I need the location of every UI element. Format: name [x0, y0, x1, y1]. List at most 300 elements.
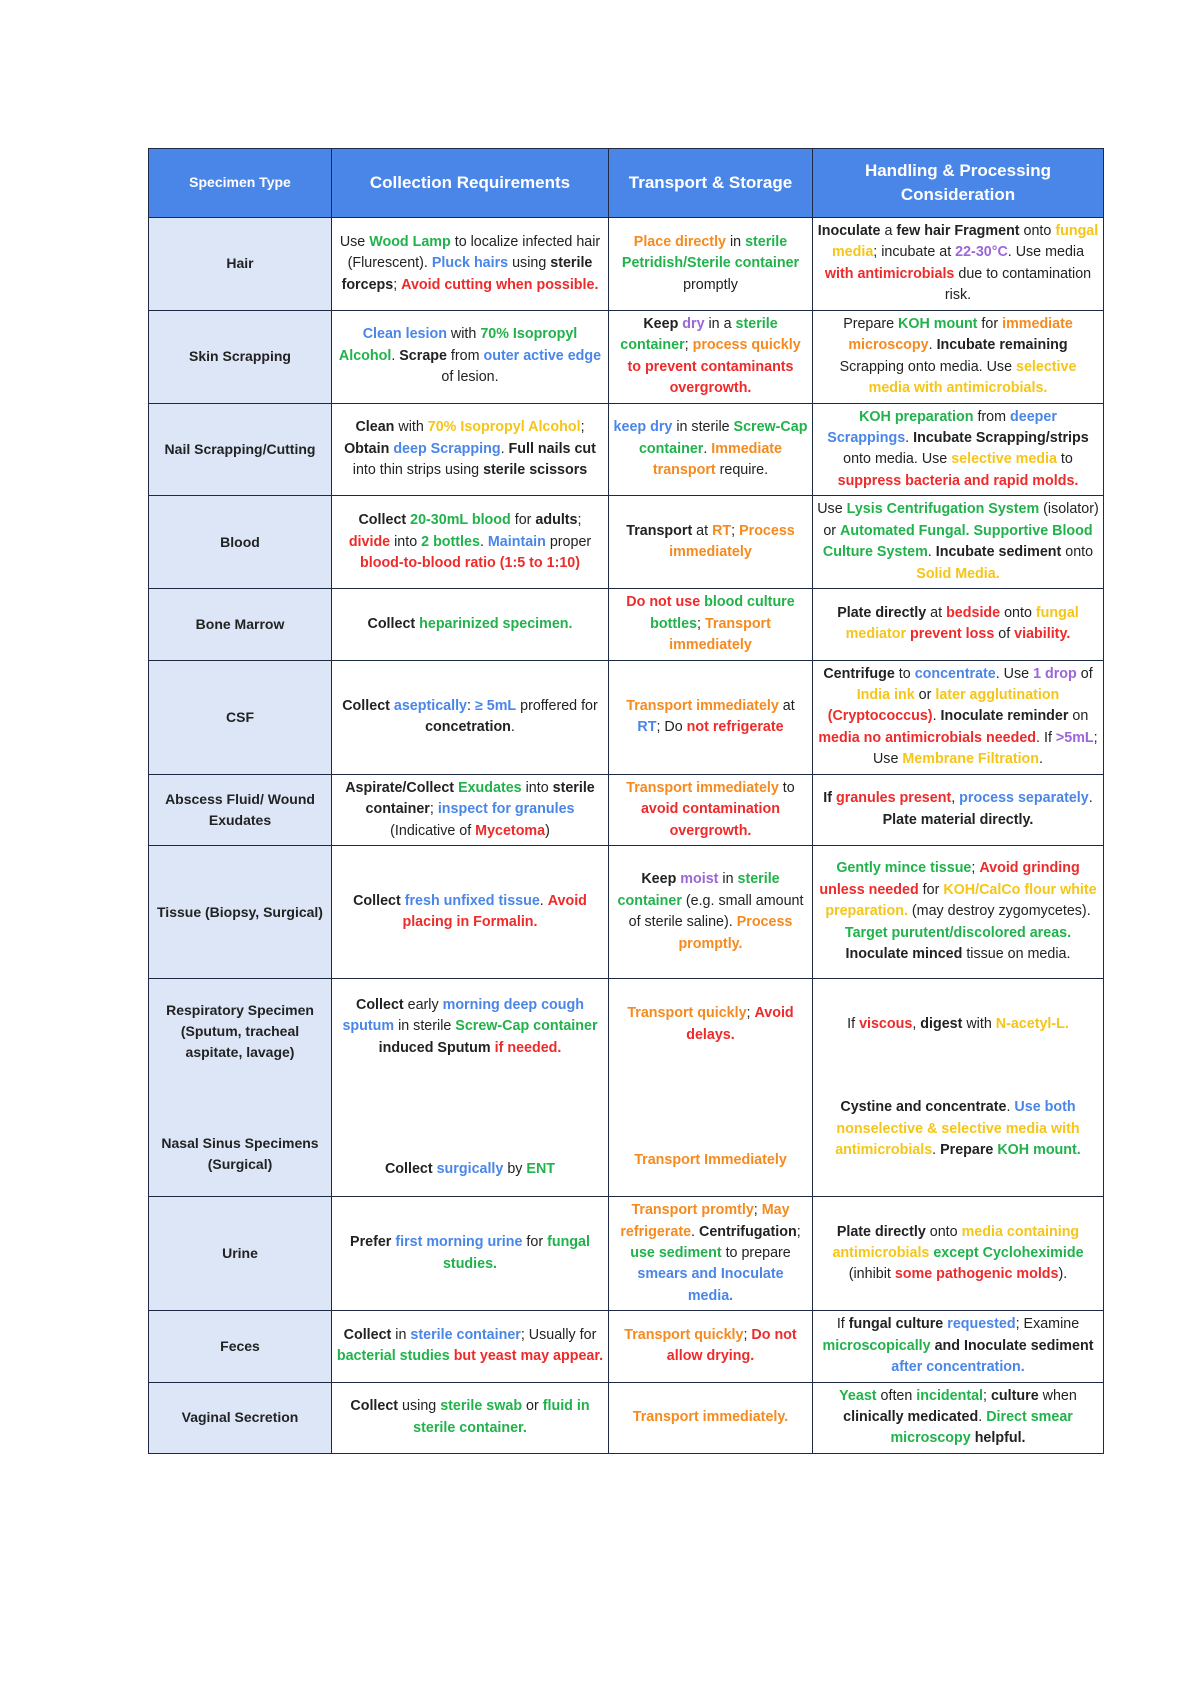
cell-text: [336, 1325, 604, 1368]
text-run: at: [692, 522, 713, 539]
cell-text: [613, 696, 808, 739]
table-row: [149, 774, 1104, 845]
text-run: ; Usually for: [520, 1326, 597, 1343]
collection-cell: [332, 1197, 609, 1311]
text-run: microscopically: [822, 1337, 931, 1354]
cell-spacer: [336, 1059, 604, 1159]
text-run: Scrapping onto media. Use: [839, 358, 1016, 375]
specimen-type-label: Urine: [222, 1245, 258, 1262]
text-run: due to contamination risk.: [944, 265, 1092, 304]
text-run: Incubate Scrapping/strips: [913, 429, 1089, 446]
cell-text: [336, 324, 604, 388]
collection-cell: [332, 496, 609, 589]
cell-text: [336, 1232, 604, 1275]
text-run: fungal culture: [848, 1316, 944, 1333]
collection-cell: [332, 589, 609, 660]
cell-text: [817, 499, 1099, 585]
text-run: .: [1039, 751, 1044, 768]
text-run: .: [932, 1142, 941, 1158]
text-run: fresh unfixed tissue: [404, 892, 540, 909]
specimen-type-cell: [149, 846, 332, 979]
text-run: Use both: [1014, 1099, 1076, 1116]
text-run: aseptically: [393, 697, 467, 714]
specimen-type-cell: [149, 1311, 332, 1382]
text-run: Obtain: [344, 440, 390, 457]
text-run: to localize infected hair (Flurescent).: [347, 233, 601, 272]
table-row: [149, 218, 1104, 311]
text-run: Transport immediately.: [632, 1409, 789, 1425]
text-run: concetration: [425, 719, 511, 736]
table-row: [149, 496, 1104, 589]
handling-cell: [813, 403, 1104, 496]
handling-cell: [813, 660, 1104, 774]
text-run: 70% Isopropyl Alcohol: [338, 326, 578, 364]
collection-cell: [332, 403, 609, 496]
text-run: morning deep cough sputum: [342, 996, 584, 1035]
text-run: viability.: [1014, 626, 1071, 643]
text-run: Gently mince tissue: [836, 860, 972, 877]
text-run: Collect: [350, 1398, 403, 1415]
text-run: surgically: [436, 1161, 504, 1177]
text-run: . If: [1036, 729, 1056, 746]
text-run: to prepare: [721, 1244, 791, 1261]
cell-text: [817, 1014, 1099, 1035]
collection-cell: [332, 1311, 609, 1382]
text-run: .: [927, 544, 936, 561]
text-run: KOH mount: [898, 315, 978, 332]
cell-spacer: [613, 1046, 808, 1150]
collection-cell: [332, 310, 609, 403]
cell-text: [613, 869, 808, 955]
handling-cell: [813, 979, 1104, 1197]
text-run: use sediment: [630, 1244, 722, 1261]
text-run: ;: [731, 522, 740, 539]
table-row: [149, 660, 1104, 774]
text-run: digest: [920, 1015, 963, 1032]
text-run: bedside: [946, 604, 1001, 621]
text-run: Lysis Centrifugation System: [846, 501, 1040, 518]
text-run: selective media with antimicrobials.: [868, 358, 1077, 397]
text-run: requested: [947, 1316, 1016, 1333]
text-run: Collect: [342, 697, 394, 714]
text-run: into thin strips using: [352, 462, 484, 479]
text-run: Full nails cut: [508, 440, 596, 457]
text-run: sterile container: [410, 1326, 521, 1343]
text-run: Direct smear microscopy: [890, 1409, 1073, 1447]
handling-cell: [813, 1311, 1104, 1382]
text-run: Aspirate/Collect: [345, 779, 455, 796]
text-run: sterile forceps: [341, 255, 593, 293]
text-run: and Inoculate sediment: [934, 1337, 1094, 1354]
text-run: Transport immediately: [669, 615, 771, 654]
specimen-type-label: Abscess Fluid/ Wound Exudates: [165, 790, 315, 828]
cell-text: [817, 603, 1099, 646]
specimen-type-cell: [149, 774, 332, 845]
cell-text: [336, 417, 604, 481]
text-run: deeper Scrappings: [827, 408, 1057, 446]
text-run: induced Sputum: [378, 1039, 491, 1056]
text-run: Yeast: [839, 1387, 877, 1404]
text-run: onto: [1061, 544, 1094, 561]
specimen-type-cell: [149, 218, 332, 311]
text-run: or: [522, 1398, 543, 1415]
text-run: ; incubate at: [873, 244, 956, 261]
text-run: Incubate sediment: [935, 544, 1062, 561]
cell-text: [336, 778, 604, 842]
specimen-type-label: Blood: [220, 533, 260, 550]
specimen-type-label: Vaginal Secretion: [181, 1409, 299, 1426]
text-run: .: [703, 440, 712, 457]
transport-cell: [609, 1311, 813, 1382]
text-run: early: [407, 996, 443, 1013]
text-run: in sterile: [394, 1018, 456, 1035]
cell-text: [817, 1097, 1099, 1161]
transport-cell: [609, 979, 813, 1197]
specimen-type-label: Feces: [220, 1337, 260, 1354]
text-run: Immediate transport: [652, 440, 783, 479]
transport-cell: [609, 846, 813, 979]
text-run: ENT: [526, 1161, 556, 1177]
cell-text: [817, 221, 1099, 307]
text-run: blood-to-blood ratio (1:5 to 1:10): [360, 554, 580, 571]
text-run: Inoculate minced: [845, 946, 963, 963]
cell-text: [613, 1150, 808, 1171]
text-run: Plate directly: [837, 604, 927, 621]
text-run: in a: [704, 315, 736, 332]
handling-cell: [813, 774, 1104, 845]
text-run: often: [876, 1387, 917, 1404]
text-run: ;: [580, 419, 585, 436]
text-run: Mycetoma: [475, 822, 546, 839]
cell-text: [817, 788, 1099, 831]
collection-cell: [332, 660, 609, 774]
text-run: Collect: [356, 996, 408, 1013]
cell-text: [336, 232, 604, 296]
text-run: Centrifuge: [823, 665, 895, 682]
text-run: Membrane Filtration: [902, 751, 1040, 768]
transport-cell: [609, 496, 813, 589]
text-run: onto media. Use: [843, 451, 952, 468]
text-run: (Cryptococcus): [827, 708, 933, 725]
text-run: blood culture bottles: [650, 594, 795, 632]
text-run: of: [994, 626, 1015, 643]
transport-cell: [609, 1382, 813, 1453]
text-run: bacterial studies: [336, 1348, 450, 1365]
text-run: later agglutination: [935, 687, 1060, 703]
table-row: [149, 310, 1104, 403]
table-row: [149, 846, 1104, 979]
text-run: ; Examine: [1015, 1316, 1080, 1333]
specimen-type-cell: [149, 403, 332, 496]
handling-cell: [813, 310, 1104, 403]
specimen-type-cell: [149, 496, 332, 589]
text-run: >5mL: [1055, 729, 1094, 746]
text-run: 2 bottles: [421, 533, 480, 550]
header-handling: Handling & Processing Consideration: [813, 149, 1104, 218]
cell-text: [613, 592, 808, 656]
text-run: ,: [912, 1015, 921, 1032]
text-run: in: [726, 233, 746, 250]
text-run: fluid in sterile container.: [413, 1398, 590, 1436]
text-run: on: [1068, 708, 1089, 725]
text-run: helpful.: [974, 1430, 1026, 1447]
transport-cell: [609, 660, 813, 774]
text-run: Use: [817, 501, 847, 518]
collection-cell: [332, 218, 609, 311]
cell-text: [817, 407, 1099, 493]
text-run: when: [1038, 1387, 1077, 1404]
text-run: to: [894, 665, 915, 682]
text-run: ; Use: [872, 729, 1098, 768]
specimen-table: [148, 148, 1104, 1454]
cell-spacer: [817, 1035, 1099, 1097]
text-run: Incubate remaining: [936, 337, 1068, 354]
text-run: Process immediately: [669, 522, 795, 561]
text-run: Screw-Cap container: [638, 419, 808, 457]
cell-text: [613, 1200, 808, 1307]
text-run: May refrigerate: [620, 1202, 790, 1240]
text-run: incidental: [916, 1387, 984, 1404]
text-run: Transport promtly: [631, 1202, 754, 1219]
handling-cell: [813, 496, 1104, 589]
specimen-type-cell: [149, 310, 332, 403]
specimen-type-label: Skin Scrapping: [189, 348, 291, 365]
text-run: Cystine and concentrate: [840, 1099, 1007, 1116]
text-run: sterile swab: [440, 1398, 523, 1415]
text-run: using: [402, 1398, 441, 1415]
text-run: keep dry: [613, 419, 673, 436]
text-run: Do not use: [626, 594, 701, 611]
text-run: avoid contamination overgrowth.: [640, 801, 780, 839]
text-run: :: [467, 697, 475, 714]
text-run: to: [778, 779, 795, 796]
table-body: [149, 218, 1104, 1454]
transport-cell: [609, 774, 813, 845]
text-run: .: [1088, 790, 1093, 807]
text-run: using: [508, 255, 551, 272]
text-run: first morning urine: [395, 1234, 523, 1251]
text-run: ≥ 5mL: [474, 697, 517, 714]
text-run: not refrigerate: [686, 719, 784, 736]
text-run: ;: [753, 1202, 762, 1219]
text-run: divide: [348, 533, 391, 550]
specimen-type-label: Nasal Sinus Specimens (Surgical): [161, 1135, 319, 1173]
text-run: Target purutent/discolored areas.: [844, 924, 1072, 941]
handling-cell: [813, 1382, 1104, 1453]
cell-text: [817, 1314, 1099, 1378]
cell-text: [817, 314, 1099, 400]
text-run: Transport quickly: [627, 1005, 747, 1022]
text-run: 70% Isopropyl Alcohol: [427, 419, 581, 436]
cell-text: [817, 664, 1099, 771]
text-run: promptly: [683, 276, 738, 293]
text-run: Use: [339, 233, 370, 250]
text-run: .: [978, 1409, 987, 1425]
text-run: Keep: [641, 871, 681, 888]
cell-text: [817, 1222, 1099, 1286]
text-run: onto: [925, 1223, 962, 1240]
text-run: Solid Media.: [916, 565, 1000, 582]
transport-cell: [609, 1197, 813, 1311]
text-run: at: [926, 604, 947, 621]
header-row: [149, 149, 1104, 218]
text-run: Collect: [358, 512, 411, 529]
text-run: Prefer: [350, 1234, 396, 1251]
text-run: ;: [743, 1326, 752, 1343]
specimen-type-label: CSF: [226, 708, 254, 725]
text-run: suppress bacteria and rapid molds.: [837, 472, 1079, 489]
text-run: Plate directly: [836, 1223, 926, 1240]
text-run: .: [391, 347, 400, 364]
text-run: Clean: [355, 419, 395, 436]
text-run: sterile Petridish/Sterile container: [621, 233, 800, 272]
text-run: after concentration.: [891, 1359, 1025, 1376]
text-run: Collect: [384, 1161, 437, 1177]
text-run: ).: [1058, 1266, 1068, 1283]
text-run: ;: [746, 1005, 755, 1022]
text-run: Transport immediately: [626, 779, 779, 796]
specimen-type-cell: [149, 1197, 332, 1311]
transport-cell: [609, 310, 813, 403]
header-collection: Collection Requirements: [332, 149, 609, 218]
text-run: tissue on media.: [962, 946, 1071, 963]
text-run: proffered for: [516, 697, 598, 714]
text-run: few hair Fragment: [896, 223, 1020, 239]
text-run: ): [545, 822, 550, 839]
specimen-type-cell: [149, 589, 332, 660]
text-run: process quickly: [692, 337, 801, 354]
specimen-type-label: Nail Scrapping/Cutting: [164, 440, 316, 457]
specimen-table-sheet: [148, 148, 1103, 1454]
transport-cell: [609, 218, 813, 311]
text-run: 20-30mL blood: [410, 512, 511, 529]
text-run: sterile container: [617, 871, 780, 909]
text-run: in: [391, 1326, 411, 1343]
text-run: Transport quickly: [624, 1326, 744, 1343]
cell-text: [613, 1407, 808, 1428]
text-run: Avoid grinding unless needed: [819, 860, 1080, 898]
text-run: Scrape: [399, 347, 447, 364]
text-run: culture: [990, 1387, 1039, 1404]
text-run: immediate microscopy: [848, 315, 1073, 354]
text-run: .: [928, 337, 937, 354]
text-run: .: [691, 1223, 699, 1240]
table-row: [149, 1197, 1104, 1311]
text-run: deep Scrapping: [393, 440, 501, 457]
cell-text: [613, 232, 808, 296]
text-run: .: [1006, 1099, 1015, 1116]
text-run: ; Do: [656, 719, 687, 736]
cell-text: [613, 417, 808, 481]
cell-text: [336, 995, 604, 1059]
text-run: (isolator) or: [823, 501, 1099, 539]
text-run: media no antimicrobials needed: [818, 729, 1037, 746]
text-run: with antimicrobials: [824, 265, 955, 282]
text-run: smears and Inoculate media.: [637, 1266, 784, 1304]
text-run: Maintain: [487, 533, 546, 550]
text-run: fungal mediator: [845, 604, 1079, 643]
transport-cell: [609, 403, 813, 496]
text-run: of lesion.: [441, 369, 499, 386]
text-run: ;: [577, 512, 582, 529]
text-run: moist: [680, 871, 719, 888]
text-run: If: [823, 790, 836, 807]
text-run: KOH/CalCo flour white preparation.: [825, 881, 1097, 920]
collection-cell: [332, 979, 609, 1197]
text-run: Collect: [367, 615, 420, 632]
collection-cell: [332, 1382, 609, 1453]
text-run: proper: [545, 533, 592, 550]
text-run: media containing antimicrobials: [832, 1223, 1080, 1261]
handling-cell: [813, 1197, 1104, 1311]
cell-text: [613, 521, 808, 564]
text-run: at: [778, 697, 795, 714]
text-run: Collect: [353, 892, 405, 909]
text-run: of: [1076, 665, 1093, 682]
specimen-type-cell: [149, 660, 332, 774]
collection-cell: [332, 846, 609, 979]
text-run: Do not allow drying.: [666, 1326, 797, 1365]
text-run: but yeast may appear.: [453, 1348, 604, 1365]
text-run: India ink: [856, 687, 915, 703]
text-run: .: [479, 533, 488, 550]
text-run: Collect: [343, 1326, 392, 1343]
handling-cell: [813, 846, 1104, 979]
text-run: sterile container: [620, 315, 778, 354]
text-run: onto: [1000, 604, 1036, 621]
text-run: Prepare: [843, 315, 899, 332]
text-run: into: [390, 533, 422, 550]
text-run: Transport Immediately: [634, 1152, 787, 1169]
text-run: in: [718, 871, 738, 888]
text-run: require.: [715, 462, 769, 479]
header-transport: Transport & Storage: [609, 149, 813, 218]
text-run: heparinized specimen.: [419, 615, 573, 632]
text-run: Clean lesion: [362, 326, 447, 343]
specimen-type-cell: [149, 979, 332, 1197]
text-run: ;: [684, 337, 693, 354]
text-run: . Use: [995, 665, 1034, 682]
text-run: 1 drop: [1033, 665, 1077, 682]
handling-cell: [813, 589, 1104, 660]
text-run: Pluck hairs: [431, 255, 509, 272]
text-run: inspect for granules: [437, 801, 575, 818]
text-run: RT: [712, 522, 732, 539]
cell-text: [336, 510, 604, 574]
text-run: prevent loss: [910, 626, 995, 643]
text-run: outer active edge: [483, 347, 602, 364]
cell-spacer: [153, 1063, 327, 1133]
text-run: except Cycloheximide: [933, 1244, 1084, 1261]
cell-text: [336, 614, 604, 635]
text-run: granules present: [836, 790, 952, 807]
text-run: Transport immediately: [626, 697, 779, 714]
text-run: sterile container: [365, 779, 595, 818]
text-run: ;: [429, 801, 438, 818]
text-run: .: [510, 719, 515, 736]
text-run: fungal studies.: [442, 1234, 590, 1272]
text-run: Place directly: [633, 233, 726, 250]
text-run: .: [539, 892, 548, 909]
text-run: Avoid delays.: [686, 1005, 794, 1043]
text-run: ;: [696, 615, 705, 632]
table-row: [149, 589, 1104, 660]
text-run: some pathogenic molds: [894, 1266, 1059, 1283]
text-run: for: [977, 315, 1003, 332]
text-run: Inoculate reminder: [940, 708, 1069, 725]
text-run: Avoid cutting when possible.: [401, 276, 599, 293]
text-run: fungal media: [831, 223, 1099, 261]
